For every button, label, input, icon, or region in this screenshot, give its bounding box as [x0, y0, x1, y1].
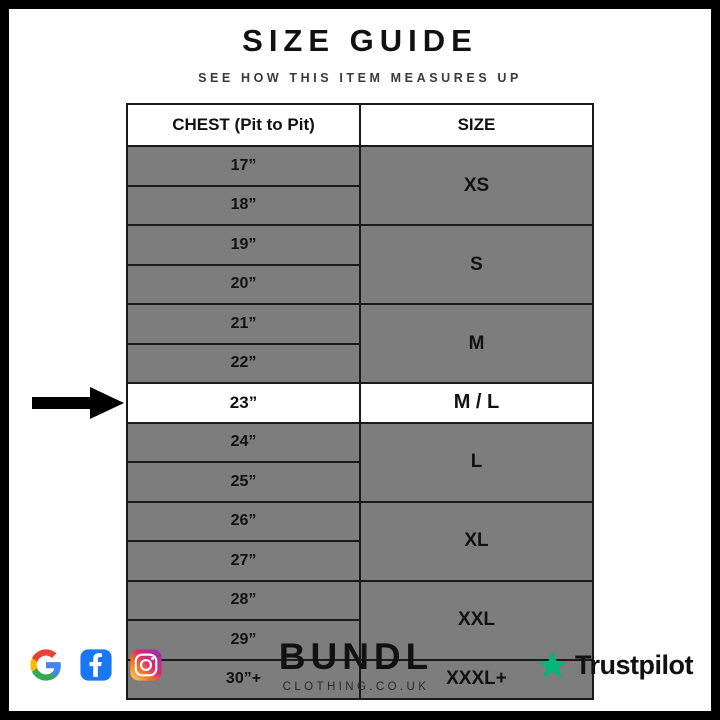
table-row [127, 502, 593, 542]
chest-measurement-cell: 30”+ [127, 660, 360, 700]
table-row [127, 304, 593, 344]
size-label-cell: S [360, 225, 593, 304]
header [9, 9, 711, 85]
instagram-icon[interactable] [127, 646, 165, 684]
size-label-cell: L [360, 423, 593, 502]
brand-logo [278, 635, 434, 693]
chest-measurement-cell: 25” [127, 462, 360, 502]
page-title: SIZE GUIDE [242, 23, 478, 58]
arrow-right-icon [32, 386, 124, 420]
size-label-cell: XS [360, 146, 593, 225]
table-row [127, 225, 593, 265]
size-label-cell: M [360, 304, 593, 383]
size-label-cell: XXL [360, 581, 593, 660]
brand-name: BUNDL [278, 635, 434, 677]
footer [9, 631, 711, 699]
table-body [127, 146, 593, 699]
chest-measurement-cell: 23” [127, 383, 360, 423]
chest-measurement-cell: 19” [127, 225, 360, 265]
chest-measurement-cell: 21” [127, 304, 360, 344]
table-row [127, 383, 593, 423]
chest-measurement-cell: 26” [127, 502, 360, 542]
chest-measurement-cell: 22” [127, 344, 360, 384]
trustpilot-star-icon [537, 650, 568, 681]
chest-measurement-cell: 28” [127, 581, 360, 621]
column-header-size: SIZE [360, 104, 593, 146]
table-row [127, 146, 593, 186]
google-icon[interactable] [27, 646, 65, 684]
size-label-cell: XL [360, 502, 593, 581]
chest-measurement-cell: 29” [127, 620, 360, 660]
column-header-chest: CHEST (Pit to Pit) [127, 104, 360, 146]
chest-measurement-cell: 20” [127, 265, 360, 305]
table-row [127, 423, 593, 463]
trustpilot-badge[interactable] [537, 650, 693, 681]
table-row [127, 581, 593, 621]
table-header-row [127, 104, 593, 146]
size-table-container [126, 103, 594, 700]
trustpilot-label: Trustpilot [574, 649, 693, 680]
chest-measurement-cell: 24” [127, 423, 360, 463]
chest-measurement-cell: 17” [127, 146, 360, 186]
social-links [27, 646, 165, 684]
facebook-icon[interactable] [77, 646, 115, 684]
page-subtitle: SEE HOW THIS ITEM MEASURES UP [198, 71, 522, 85]
chest-measurement-cell: 18” [127, 186, 360, 226]
size-table [126, 103, 594, 700]
size-label-cell: M / L [360, 383, 593, 423]
chest-measurement-cell: 27” [127, 541, 360, 581]
brand-website: CLOTHING.CO.UK [282, 680, 430, 693]
size-label-cell: XXXL+ [360, 660, 593, 700]
